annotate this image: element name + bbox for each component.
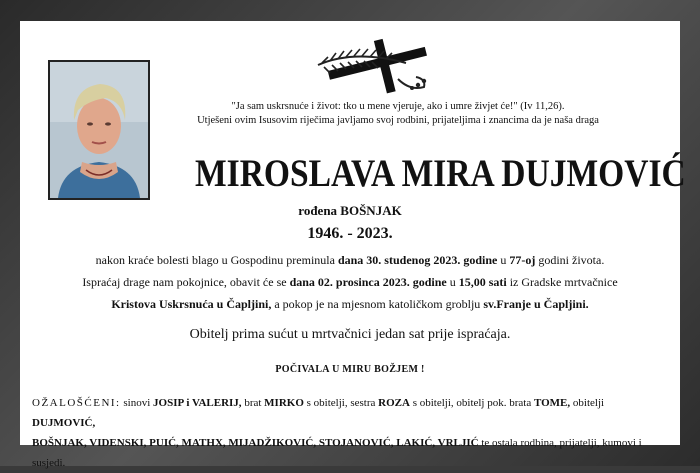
funeral-date: dana 02. prosinca 2023. godine bbox=[289, 275, 447, 289]
death-date: dana 30. studenog 2023. godine bbox=[337, 253, 498, 267]
obituary-card bbox=[20, 21, 686, 469]
text-segment: u bbox=[497, 253, 510, 267]
text-segment: s obitelji, obitelj pok. brata bbox=[409, 397, 534, 409]
mourner-names: DUJMOVIĆ, bbox=[32, 417, 96, 429]
mourner-names: TOME, bbox=[533, 397, 571, 409]
text-segment: obitelji bbox=[570, 397, 605, 409]
quote-line: "Ja sam uskrsnuće i život: tko u mene vjeruje, ako i umre živjet će!" (Iv 11,26). bbox=[231, 101, 565, 112]
cemetery-name: sv.Franje u Čapljini. bbox=[483, 297, 589, 311]
condolences-note: Obitelj prima sućut u mrtvačnici jedan sat prije ispraćaja. bbox=[189, 327, 511, 342]
text-segment: sinovi bbox=[120, 397, 154, 409]
mourners-label: OŽALOŠĆENI: bbox=[32, 397, 121, 409]
portrait-photo bbox=[48, 60, 150, 200]
funeral-time: 15,00 sati bbox=[458, 275, 507, 289]
chapel-name: Kristova Uskrsnuća u Čapljini, bbox=[111, 297, 272, 311]
mourner-names: MIRKO bbox=[264, 397, 304, 409]
bible-quote bbox=[158, 100, 638, 128]
text-segment: a pokop je na mjesnom katoličkom groblju bbox=[271, 297, 484, 311]
text-segment: nakon kraće bolesti blago u Gospodinu preminula bbox=[95, 253, 338, 267]
text-segment: u bbox=[446, 275, 459, 289]
text-segment: Ispraćaj drage nam pokojnice, obavit će se bbox=[82, 275, 290, 289]
mourners-list bbox=[32, 393, 668, 473]
mourner-names: ROZA bbox=[378, 397, 410, 409]
life-years: 1946. - 2023. bbox=[307, 225, 393, 242]
text-segment: brat bbox=[241, 397, 265, 409]
text-segment: godini života. bbox=[535, 253, 605, 267]
mourner-names: JOSIP i VALERIJ, bbox=[153, 397, 242, 409]
maiden-name: rođena BOŠNJAK bbox=[298, 203, 402, 218]
announcement-line: Utješeni ovim Isusovim riječima javljamo svoj rodbini, prijateljima i znancima da je naša draga bbox=[197, 115, 599, 126]
age: 77-oj bbox=[509, 253, 536, 267]
deceased-name: MIROSLAVA MIRA DUJMOVIĆ bbox=[195, 152, 686, 195]
family-names: BOŠNJAK, VIDENSKI, PUIĆ, MATHX, MIJADŽIKOVIĆ, STOJANOVIĆ, LAKIĆ, VRLJIĆ bbox=[32, 437, 479, 449]
rest-in-peace: POČIVALA U MIRU BOŽJEM ! bbox=[275, 364, 425, 375]
burial-info-line bbox=[20, 297, 680, 312]
text-segment: iz Gradske mrtvačnice bbox=[506, 275, 618, 289]
funeral-info-line bbox=[20, 275, 680, 290]
death-info-line bbox=[20, 253, 680, 268]
text-segment: s obitelji, sestra bbox=[303, 397, 379, 409]
text-segment: te ostala rodbina, prijatelji, kumovi i susjedi. bbox=[32, 437, 642, 469]
cross-with-palm-icon bbox=[314, 35, 440, 97]
